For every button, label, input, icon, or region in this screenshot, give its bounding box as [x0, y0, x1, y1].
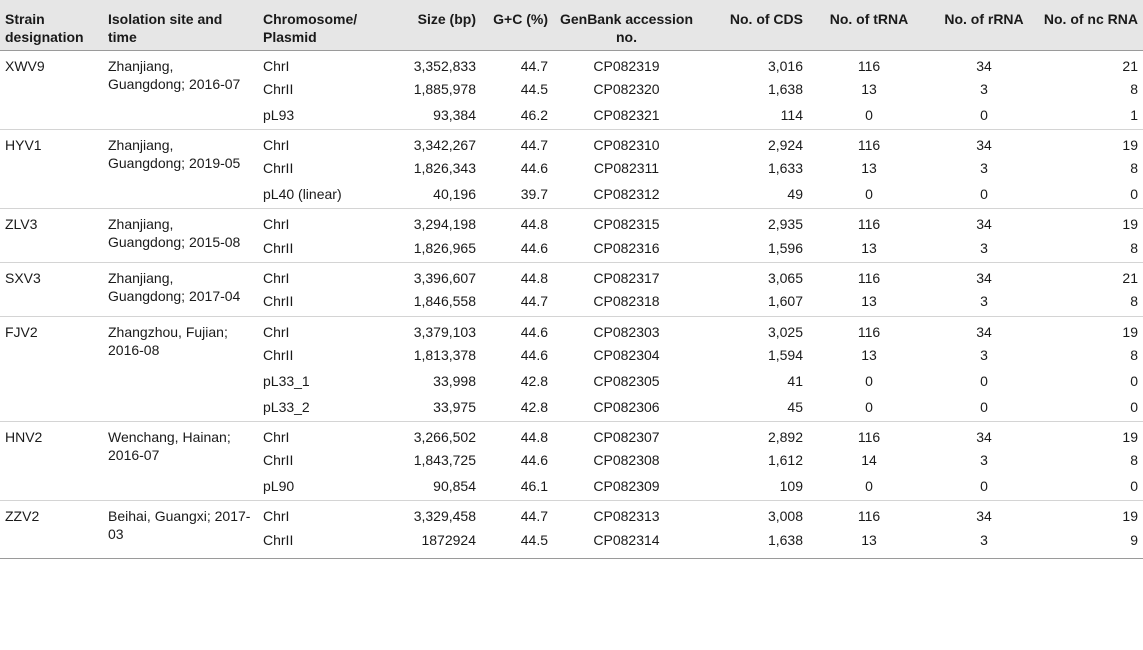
size-cell: 1,846,558 — [413, 293, 476, 310]
genbank-cell: CP082316 — [593, 239, 660, 256]
ncrna-cell: 0 — [1130, 372, 1138, 389]
rrna-cell: 3 — [980, 531, 988, 548]
genbank-cell: CP082308 — [593, 452, 660, 469]
chromosome-cell: ChrI — [258, 501, 378, 529]
genbank-cell: CP082313 — [553, 501, 700, 529]
size-cell: 1,885,978 — [413, 81, 476, 97]
isolation-site-cell: Zhanjiang, Guangdong; 2016-07 — [108, 57, 241, 92]
strain-cell: ZLV3 — [0, 209, 103, 263]
rrna-cell: 34 — [930, 501, 1038, 529]
cds-cell: 2,924 — [700, 129, 808, 157]
gc-cell: 46.2 — [520, 106, 548, 123]
cds-cell: 109 — [779, 477, 803, 494]
ncrna-cell: 21 — [1122, 57, 1138, 74]
trna-cell: 13 — [861, 239, 877, 256]
ncrna-cell: 0 — [1130, 398, 1138, 415]
chromosome-cell: pL93 — [263, 106, 295, 123]
genbank-cell: CP082318 — [593, 293, 660, 310]
rrna-cell: 34 — [930, 316, 1038, 344]
trna-cell: 0 — [865, 372, 873, 389]
cds-cell: 3,008 — [700, 501, 808, 529]
header-size: Size (bp) — [378, 0, 481, 50]
chromosome-cell: ChrII — [263, 293, 294, 310]
trna-cell: 0 — [865, 186, 873, 203]
gc-cell: 44.7 — [520, 293, 548, 310]
header-genbank: GenBank accession no. — [553, 0, 700, 50]
trna-cell: 13 — [861, 347, 877, 364]
chromosome-cell: ChrII — [263, 81, 294, 97]
trna-cell: 116 — [808, 501, 930, 529]
genbank-cell: CP082309 — [593, 477, 660, 494]
chromosome-cell: pL33_1 — [263, 372, 310, 389]
ncrna-cell: 8 — [1130, 81, 1138, 97]
ncrna-cell: 0 — [1130, 477, 1138, 494]
ncrna-cell: 8 — [1130, 347, 1138, 364]
trna-cell: 116 — [857, 57, 881, 74]
size-cell: 1,826,965 — [413, 239, 476, 256]
cds-cell: 1,638 — [767, 531, 803, 548]
table-row — [0, 316, 1143, 344]
header-chromosome: Chromosome/ Plasmid — [258, 0, 378, 50]
size-cell: 1,813,378 — [413, 347, 476, 364]
size-cell: 3,379,103 — [378, 316, 481, 344]
gc-cell: 44.8 — [481, 421, 553, 449]
size-cell: 1872924 — [421, 531, 476, 548]
table-row — [0, 129, 1143, 157]
isolation-site-cell: Zhanjiang, Guangdong; 2015-08 — [103, 209, 258, 263]
ncrna-cell: 1 — [1130, 106, 1138, 123]
gc-cell: 44.7 — [481, 129, 553, 157]
ncrna-cell: 9 — [1130, 531, 1138, 548]
rrna-cell: 3 — [980, 160, 988, 177]
cds-cell: 49 — [787, 186, 803, 203]
trna-cell: 13 — [861, 293, 877, 310]
rrna-cell: 3 — [980, 239, 988, 256]
header-row — [0, 0, 1143, 50]
genbank-cell: CP082304 — [593, 347, 660, 364]
chromosome-cell: pL90 — [263, 477, 295, 494]
genbank-cell: CP082317 — [553, 262, 700, 290]
genbank-cell: CP082321 — [593, 106, 660, 123]
cds-cell: 41 — [787, 372, 803, 389]
chromosome-cell: ChrI — [258, 262, 378, 290]
ncrna-cell: 8 — [1130, 452, 1138, 469]
chromosome-cell: ChrI — [258, 209, 378, 237]
genbank-cell: CP082310 — [553, 129, 700, 157]
header-strain: Strain designation — [0, 0, 103, 50]
ncrna-cell: 0 — [1130, 186, 1138, 203]
chromosome-cell: ChrII — [263, 531, 294, 548]
cds-cell: 1,607 — [767, 293, 803, 310]
gc-cell: 44.7 — [481, 501, 553, 529]
gc-cell: 39.7 — [520, 186, 548, 203]
gc-cell: 44.6 — [481, 316, 553, 344]
strain-cell: XWV9 — [5, 57, 45, 74]
cds-cell: 1,633 — [767, 160, 803, 177]
rrna-cell: 3 — [980, 81, 988, 97]
trna-cell: 0 — [865, 106, 873, 123]
cds-cell: 114 — [780, 106, 803, 123]
size-cell: 1,843,725 — [413, 452, 476, 469]
isolation-site-cell: Zhangzhou, Fujian; 2016-08 — [103, 316, 258, 421]
trna-cell: 13 — [861, 81, 877, 97]
table-header — [0, 0, 1143, 50]
gc-cell: 44.8 — [481, 262, 553, 290]
ncrna-cell: 8 — [1130, 293, 1138, 310]
ncrna-cell: 19 — [1038, 501, 1143, 529]
header-gc: G+C (%) — [481, 0, 553, 50]
rrna-cell: 3 — [980, 452, 988, 469]
cds-cell: 3,065 — [700, 262, 808, 290]
cds-cell: 2,935 — [700, 209, 808, 237]
strain-cell: SXV3 — [0, 262, 103, 316]
ncrna-cell: 19 — [1038, 421, 1143, 449]
header-cds: No. of CDS — [700, 0, 808, 50]
rrna-cell: 0 — [980, 106, 988, 123]
rrna-cell: 0 — [980, 398, 988, 415]
size-cell: 33,975 — [433, 398, 476, 415]
ncrna-cell: 19 — [1038, 209, 1143, 237]
table-bottom-rule — [0, 558, 1143, 559]
gc-cell: 44.5 — [520, 531, 548, 548]
rrna-cell: 34 — [930, 421, 1038, 449]
size-cell: 3,342,267 — [378, 129, 481, 157]
cds-cell: 1,612 — [767, 452, 803, 469]
chromosome-cell: pL40 (linear) — [263, 186, 342, 203]
header-ncrna: No. of nc RNA — [1038, 0, 1143, 50]
trna-cell: 0 — [865, 477, 873, 494]
size-cell: 3,266,502 — [378, 421, 481, 449]
chromosome-cell: ChrII — [263, 239, 294, 256]
header-rrna: No. of rRNA — [930, 0, 1038, 50]
size-cell: 93,384 — [433, 106, 476, 123]
gc-cell: 44.8 — [481, 209, 553, 237]
cds-cell: 45 — [787, 398, 803, 415]
gc-cell: 44.6 — [520, 347, 548, 364]
trna-cell: 14 — [861, 452, 877, 469]
ncrna-cell: 8 — [1130, 239, 1138, 256]
trna-cell: 0 — [865, 398, 873, 415]
table-row — [0, 50, 1143, 78]
table-row — [0, 501, 1143, 529]
isolation-site-cell: Zhanjiang, Guangdong; 2019-05 — [103, 129, 258, 208]
header-site: Isolation site and time — [103, 0, 258, 50]
chromosome-cell: ChrI — [258, 129, 378, 157]
size-cell: 3,329,458 — [378, 501, 481, 529]
genbank-cell: CP082320 — [593, 81, 660, 97]
ncrna-cell: 19 — [1038, 129, 1143, 157]
trna-cell: 116 — [808, 262, 930, 290]
genbank-cell: CP082306 — [593, 398, 660, 415]
chromosome-cell: pL33_2 — [263, 398, 310, 415]
isolation-site-cell: Zhanjiang, Guangdong; 2017-04 — [103, 262, 258, 316]
ncrna-cell: 8 — [1130, 160, 1138, 177]
gc-cell: 44.7 — [520, 57, 548, 74]
genbank-cell: CP082307 — [553, 421, 700, 449]
genbank-cell: CP082305 — [593, 372, 660, 389]
cds-cell: 1,596 — [767, 239, 803, 256]
size-cell: 90,854 — [433, 477, 476, 494]
genbank-cell: CP082303 — [553, 316, 700, 344]
genbank-cell: CP082312 — [593, 186, 660, 203]
strain-cell: HYV1 — [0, 129, 103, 208]
gc-cell: 44.6 — [520, 239, 548, 256]
trna-cell: 116 — [808, 316, 930, 344]
size-cell: 1,826,343 — [413, 160, 476, 177]
table-row — [0, 421, 1143, 449]
table-row — [0, 209, 1143, 237]
rrna-cell: 3 — [980, 347, 988, 364]
rrna-cell: 0 — [980, 372, 988, 389]
rrna-cell: 34 — [976, 57, 992, 74]
strain-cell: ZZV2 — [0, 501, 103, 555]
size-cell: 40,196 — [433, 186, 476, 203]
size-cell: 3,396,607 — [378, 262, 481, 290]
gc-cell: 44.6 — [520, 160, 548, 177]
rrna-cell: 0 — [980, 477, 988, 494]
rrna-cell: 34 — [930, 262, 1038, 290]
size-cell: 33,998 — [433, 372, 476, 389]
chromosome-cell: ChrI — [258, 316, 378, 344]
genbank-cell: CP082311 — [593, 160, 660, 177]
gc-cell: 44.6 — [520, 452, 548, 469]
chromosome-cell: ChrII — [263, 347, 294, 364]
gc-cell: 42.8 — [520, 398, 548, 415]
rrna-cell: 0 — [980, 186, 988, 203]
chromosome-cell: ChrII — [263, 160, 294, 177]
cds-cell: 2,892 — [700, 421, 808, 449]
size-cell: 3,294,198 — [378, 209, 481, 237]
ncrna-cell: 21 — [1038, 262, 1143, 290]
gc-cell: 46.1 — [520, 477, 548, 494]
chromosome-cell: ChrI — [263, 57, 290, 74]
size-cell: 3,352,833 — [413, 57, 476, 74]
trna-cell: 116 — [808, 209, 930, 237]
table-body — [0, 50, 1143, 554]
table-row — [0, 262, 1143, 290]
trna-cell: 13 — [861, 160, 877, 177]
cds-cell: 3,025 — [700, 316, 808, 344]
trna-cell: 116 — [808, 129, 930, 157]
genbank-cell: CP082319 — [593, 57, 660, 74]
chromosome-cell: ChrI — [258, 421, 378, 449]
gc-cell: 42.8 — [520, 372, 548, 389]
cds-cell: 1,638 — [767, 81, 803, 97]
gc-cell: 44.5 — [520, 81, 548, 97]
strain-cell: HNV2 — [0, 421, 103, 500]
strain-cell: FJV2 — [0, 316, 103, 421]
isolation-site-cell: Beihai, Guangxi; 2017-03 — [103, 501, 258, 555]
rrna-cell: 34 — [930, 209, 1038, 237]
rrna-cell: 3 — [980, 293, 988, 310]
isolation-site-cell: Wenchang, Hainan; 2016-07 — [103, 421, 258, 500]
genbank-cell: CP082314 — [593, 531, 660, 548]
rrna-cell: 34 — [930, 129, 1038, 157]
ncrna-cell: 19 — [1038, 316, 1143, 344]
header-trna: No. of tRNA — [808, 0, 930, 50]
cds-cell: 1,594 — [767, 347, 803, 364]
trna-cell: 116 — [808, 421, 930, 449]
trna-cell: 13 — [861, 531, 877, 548]
genbank-cell: CP082315 — [553, 209, 700, 237]
cds-cell: 3,016 — [767, 57, 803, 74]
chromosome-cell: ChrII — [263, 452, 294, 469]
